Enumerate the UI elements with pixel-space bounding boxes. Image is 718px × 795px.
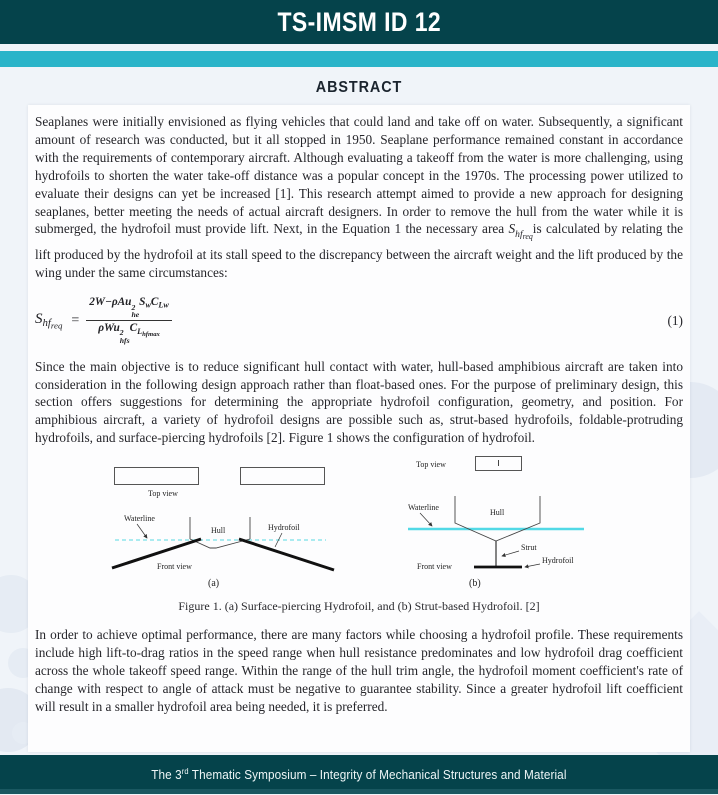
den-term-1: ρWu (98, 322, 120, 334)
equation-number: (1) (667, 312, 683, 328)
page-title: TS-IMSM ID 12 (277, 6, 441, 37)
num-term-2-sub: w (145, 301, 151, 310)
equation-1 (35, 296, 683, 344)
paragraph-1-text: Seaplanes were initially envisioned as flying vehicles that could land and take off on water. Subsequently, a significant amount of research was conducted, but it all stopped in 1950. Seaplane performance remained constant in accordance with the requirements of contemporary aircraft. Although evaluating a takeoff from the water is more challenging, using hydrofoils to shorten the water take-off distance was a popular concept in the 1970s. The processing power utilized to evaluate their designs can yet be increased [1]. This research attempt aimed to provide a new approach for designing seaplanes, better meeting the needs of actual aircraft designers. In order to remove the hull from the water while it is submerged, the hydrofoil must provide lift. Next, in the Equation 1 the necessary area (35, 114, 683, 237)
footer-rest: Thematic Symposium – Integrity of Mechanical Structures and Material (188, 768, 567, 783)
abstract-heading-row (0, 79, 718, 97)
label-waterline-b: Waterline (408, 503, 439, 513)
hydrofoil-right-a (239, 539, 334, 570)
num-sup: 2 (131, 302, 136, 312)
figure-panel-b (408, 455, 608, 591)
num-term-3: C (150, 296, 159, 309)
paragraph-1-text-cont: is calculated by relating the lift produced by the hydrofoil at its stall speed to the discrepancy between the aircraft weight and the lift produced by the wing under the same circumstances: (35, 221, 683, 280)
footer-ordinal: rd (181, 766, 189, 776)
eq-lhs-subsub: req (50, 320, 63, 331)
label-hydrofoil-a: Hydrofoil (268, 523, 300, 533)
header-bar (0, 0, 718, 44)
label-waterline-a: Waterline (124, 514, 155, 524)
figure-caption: Figure 1. (a) Surface-piercing Hydrofoil, and (b) Strut-based Hydrofoil. [2] (178, 599, 540, 614)
figure-panel-a (110, 455, 340, 591)
equals-sign: = (71, 312, 80, 328)
den-term-2: C (129, 322, 138, 334)
math-sub: hf (515, 228, 523, 240)
den-sub: hfs (119, 335, 130, 345)
label-top-view-a: Top view (148, 489, 178, 499)
footer-prefix: The 3 (151, 768, 182, 783)
num-term-1: 2W−ρAu (89, 296, 132, 309)
waterline-arrow-a (137, 524, 147, 538)
paragraph-2: Since the main objective is to reduce significant hull contact with water, hull-based amphibious aircraft are taken into consideration in the following design approach rather than float-based ones. For the purpose of preliminary design, this section offers suggestions for determining the appropriate hydrofoil configuration, geometry, and position. For amphibious aircraft, a variety of hydrofoil designs are possible such as, strut-based hydrofoils, foldable-protruding hydrofoils, and surface-piercing hydrofoils [2]. Figure 1 shows the configuration of hydrofoil. (35, 358, 683, 446)
num-sub: he (131, 310, 140, 320)
num-term-3-sub: Lw (158, 301, 169, 310)
label-front-view-a: Front view (157, 562, 192, 572)
inline-math-shf-req (508, 221, 533, 241)
den-term-2-subsub: hfmax (142, 330, 160, 338)
fraction-denominator (86, 321, 172, 345)
hydrofoil-pointer-b (525, 564, 540, 567)
eq-lhs-base: S (35, 310, 43, 327)
label-hydrofoil-b: Hydrofoil (542, 556, 574, 566)
label-top-view-b: Top view (416, 460, 446, 470)
abstract-sheet (28, 105, 690, 752)
panel-tag-a: (a) (208, 578, 220, 590)
paragraph-3: In order to achieve optimal performance, there are many factors while choosing a hydrofoil profile. These requirements include high lift-to-drag ratios in the speed range when hull resistance predominates and low hydrofoil drag coefficient across the whole takeoff speed range. Within the range of the hull trim angle, the hydrofoil moment coefficient's rate of change with respect to angle of attack must be negative to guarantee stability. Since a greater hydrofoil lift coefficient will result in a smaller hydrofoil area being needed, it is preferred. (35, 627, 683, 714)
footer-bar (0, 755, 718, 794)
num-term-2: S (139, 296, 146, 309)
topview-wing-right (241, 468, 325, 485)
math-subsub: req (522, 231, 533, 241)
label-front-view-b: Front view (417, 562, 452, 572)
label-hull-b: Hull (490, 508, 505, 518)
footer-text (151, 767, 566, 782)
accent-stripe (0, 51, 718, 67)
den-term-2-sub: L (137, 326, 143, 336)
figure-1 (35, 455, 683, 614)
math-base: S (508, 221, 516, 237)
panel-tag-b: (b) (469, 578, 481, 590)
label-strut-b: Strut (521, 543, 537, 553)
topview-wing-left (115, 468, 199, 485)
paragraph-1 (35, 113, 683, 281)
equation-lhs (35, 311, 62, 331)
strut-pointer-b (502, 551, 519, 556)
label-hull-a: Hull (211, 526, 226, 536)
hull-outline-b (455, 496, 540, 541)
fraction-numerator (86, 296, 172, 321)
waterline-arrow-b (420, 513, 432, 526)
abstract-heading: ABSTRACT (315, 79, 403, 96)
equation-fraction (86, 296, 172, 344)
eq-lhs-sub: hf (42, 316, 51, 329)
den-sup: 2 (119, 328, 124, 338)
